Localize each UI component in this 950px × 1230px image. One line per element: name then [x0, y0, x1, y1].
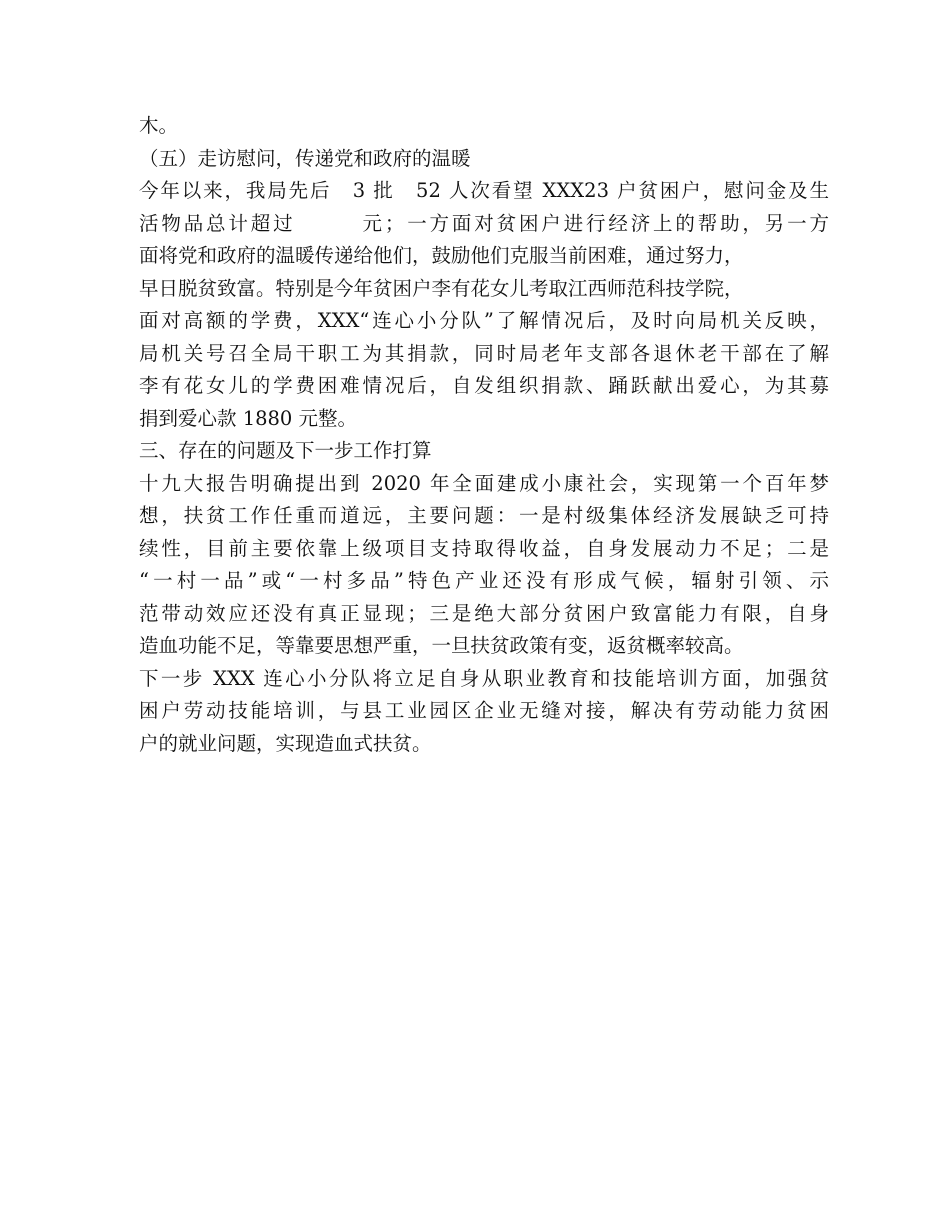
text-line: 面将党和政府的温暖传递给他们，鼓励他们克服当前困难，通过努力，	[139, 244, 744, 267]
text-line: “一村一品”或“一村多品”特色产业还没有形成气候，辐射引领、示	[139, 569, 829, 592]
text-line: 活物品总计超过 元；一方面对贫困户进行经济上的帮助，另一方	[139, 211, 829, 235]
text-line: 木。	[139, 114, 179, 137]
text-line: 李有花女儿的学费困难情况后，自发组织捐款、踊跃献出爱心，为其募	[139, 374, 829, 397]
text-line: 今年以来，我局先后 3 批 52 人次看望 XXX23 户贫困户，慰问金及生	[139, 179, 829, 202]
text-line: 想，扶贫工作任重而道远，主要问题：一是村级集体经济发展缺乏可持	[139, 504, 829, 527]
text-line: 户的就业问题，实现造血式扶贫。	[139, 731, 432, 755]
document-body	[139, 110, 829, 760]
text-line: 下一步 XXX 连心小分队将立足自身从职业教育和技能培训方面，加强贫	[139, 666, 829, 690]
text-line: 困户劳动技能培训，与县工业园区企业无缝对接，解决有劳动能力贫困	[139, 699, 829, 722]
text-line: 局机关号召全局干职工为其捐款，同时局老年支部各退休老干部在了解	[139, 341, 829, 365]
text-line: 造血功能不足，等靠要思想严重，一旦扶贫政策有变，返贫概率较高。	[139, 634, 744, 657]
text-line: 早日脱贫致富。特别是今年贫困户李有花女儿考取江西师范科技学院，	[139, 276, 744, 300]
text-line: 面对高额的学费，XXX“连心小分队”了解情况后，及时向局机关反映，	[139, 309, 829, 332]
text-line: 续性，目前主要依靠上级项目支持取得收益，自身发展动力不足；二是	[139, 536, 829, 560]
text-line: 捐到爱心款 1880 元整。	[139, 406, 358, 430]
section-heading: （五）走访慰问，传递党和政府的温暖	[139, 146, 471, 170]
section-heading: 三、存在的问题及下一步工作打算	[139, 439, 432, 462]
text-line: 范带动效应还没有真正显现；三是绝大部分贫困户致富能力有限，自身	[139, 601, 829, 625]
text-line: 十九大报告明确提出到 2020 年全面建成小康社会，实现第一个百年梦	[139, 471, 829, 495]
